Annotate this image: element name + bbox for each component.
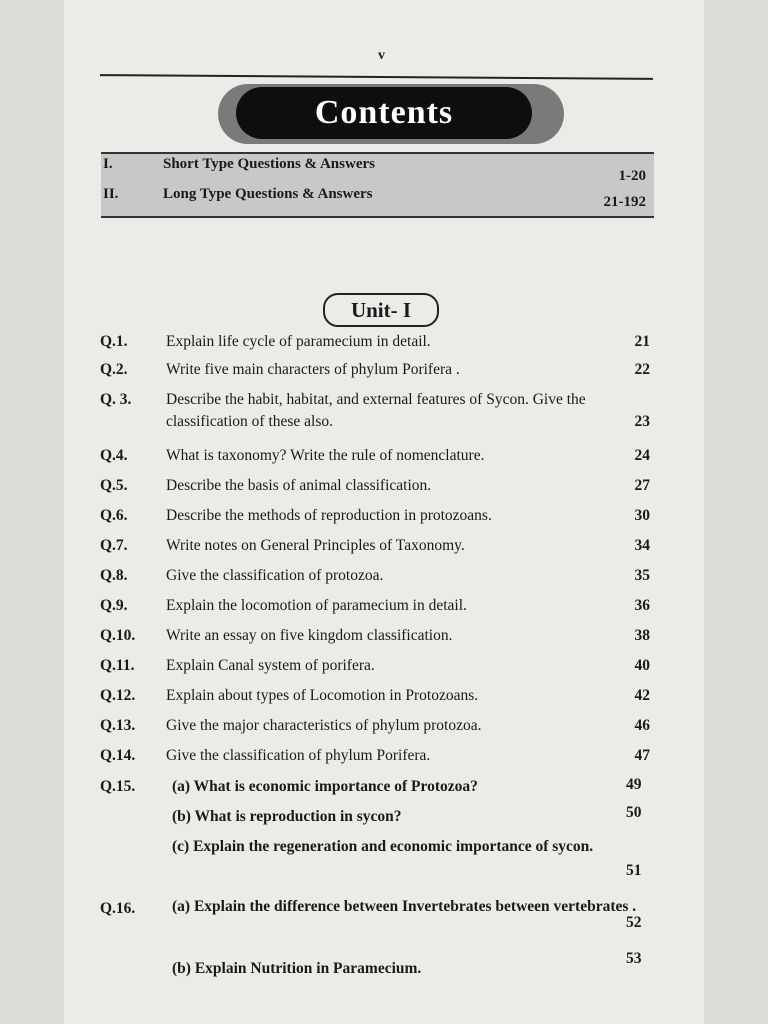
section-title: Short Type Questions & Answers: [163, 156, 375, 172]
section-number: I.: [103, 156, 113, 172]
question-text: Explain the locomotion of paramecium in detail.: [166, 597, 467, 614]
sub-question-page: 53: [626, 950, 642, 967]
question-text: Give the major characteristics of phylum protozoa.: [166, 717, 482, 734]
contents-heading: Contents: [236, 87, 532, 139]
question-page: 35: [634, 567, 650, 584]
question-number: Q.16.: [100, 900, 136, 917]
sections-box: [101, 152, 654, 218]
question-text: Write five main characters of phylum Porifera .: [166, 361, 460, 378]
question-page: 27: [634, 477, 650, 494]
section-row: [101, 156, 654, 184]
sub-question-text: (a) Explain the difference between Invertebrates between vertebrates .: [172, 898, 637, 915]
question-text: Describe the methods of reproduction in protozoans.: [166, 507, 492, 524]
question-page: 34: [634, 537, 650, 554]
section-row: [101, 186, 654, 208]
question-page: 23: [634, 413, 650, 430]
question-text: Explain about types of Locomotion in Protozoans.: [166, 687, 479, 704]
question-page: 24: [634, 447, 650, 464]
section-pages: 21-192: [603, 194, 646, 210]
section-title: Long Type Questions & Answers: [163, 186, 373, 202]
question-text: Write an essay on five kingdom classification.: [166, 627, 453, 644]
unit-label: Unit- I: [323, 293, 439, 327]
question-number: Q.13.: [100, 717, 136, 734]
question-page: 46: [634, 717, 650, 734]
question-page: 38: [634, 627, 650, 644]
question-page: 21: [634, 333, 650, 350]
sub-question-text: (c) Explain the regeneration and economic importance of sycon.: [172, 838, 594, 855]
question-number: Q.1.: [100, 333, 128, 350]
question-page: 36: [634, 597, 650, 614]
section-number: II.: [103, 186, 119, 202]
question-text: Give the classification of protozoa.: [166, 567, 384, 584]
question-page: 40: [634, 657, 650, 674]
question-number: Q.6.: [100, 507, 128, 524]
sub-question-text: (b) Explain Nutrition in Paramecium.: [172, 960, 422, 977]
question-page: 30: [634, 507, 650, 524]
question-text: Describe the habit, habitat, and external features of Sycon. Give the classification of these also.: [166, 391, 586, 430]
question-number: Q.12.: [100, 687, 136, 704]
question-number: Q.8.: [100, 567, 128, 584]
question-number: Q. 3.: [100, 391, 132, 408]
sub-question-page: 52: [626, 914, 642, 931]
question-text: Write notes on General Principles of Taxonomy.: [166, 537, 465, 554]
question-number: Q.7.: [100, 537, 128, 554]
question-text: Describe the basis of animal classification.: [166, 477, 432, 494]
question-text: Explain Canal system of porifera.: [166, 657, 375, 674]
question-page: 22: [634, 361, 650, 378]
question-text: Give the classification of phylum Porifera.: [166, 747, 431, 764]
question-text: What is taxonomy? Write the rule of nomenclature.: [166, 447, 485, 464]
question-number: Q.4.: [100, 447, 128, 464]
question-number: Q.10.: [100, 627, 136, 644]
sub-question-text: (a) What is economic importance of Protozoa?: [172, 778, 478, 795]
sub-question-page: 49: [626, 776, 642, 793]
question-number: Q.11.: [100, 657, 135, 674]
question-number: Q.5.: [100, 477, 128, 494]
question-page: 42: [634, 687, 650, 704]
sub-question-page: 50: [626, 804, 642, 821]
section-pages: 1-20: [618, 168, 646, 184]
question-text: Explain life cycle of paramecium in detail.: [166, 333, 431, 350]
sub-question-text: (b) What is reproduction in sycon?: [172, 808, 402, 825]
question-number: Q.14.: [100, 747, 136, 764]
page-number: v: [378, 48, 385, 63]
question-page: 47: [634, 747, 650, 764]
question-row: [100, 389, 656, 435]
sub-question-page: 51: [626, 862, 642, 879]
question-number: Q.9.: [100, 597, 128, 614]
question-number: Q.2.: [100, 361, 128, 378]
question-number: Q.15.: [100, 778, 136, 795]
